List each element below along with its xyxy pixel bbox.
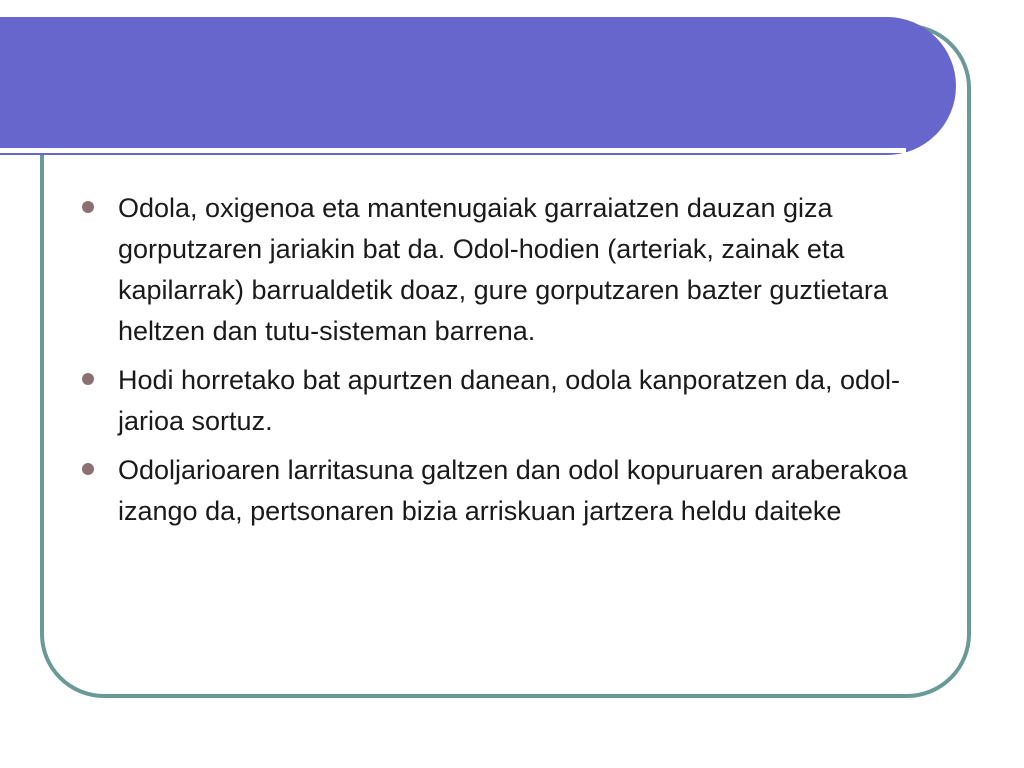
title-banner <box>0 17 956 155</box>
bullet-dot-icon <box>82 201 94 213</box>
bullet-text: Odoljarioaren larritasuna galtzen dan odol kopuruaren araberakoa izango da, pertsonaren bizia arriskuan jartzera heldu daiteke <box>118 455 908 526</box>
bullet-text: Hodi horretako bat apurtzen danean, odola kanporatzen da, odol-jarioa sortuz. <box>118 365 901 436</box>
bullet-item <box>80 360 960 442</box>
bullet-list <box>80 188 960 540</box>
bullet-item <box>80 450 960 532</box>
bullet-item <box>80 188 960 352</box>
bullet-text: Odola, oxigenoa eta mantenugaiak garraiatzen dauzan giza gorputzaren jariakin bat da. Odol-hodien (arteriak, zainak eta kapilarrak) barrualdetik doaz, gure gorputzaren bazter guztietara heltzen dan tutu-sisteman barrena. <box>118 193 888 346</box>
bullet-dot-icon <box>82 373 94 385</box>
banner-divider-line <box>0 148 906 153</box>
bullet-dot-icon <box>82 463 94 475</box>
